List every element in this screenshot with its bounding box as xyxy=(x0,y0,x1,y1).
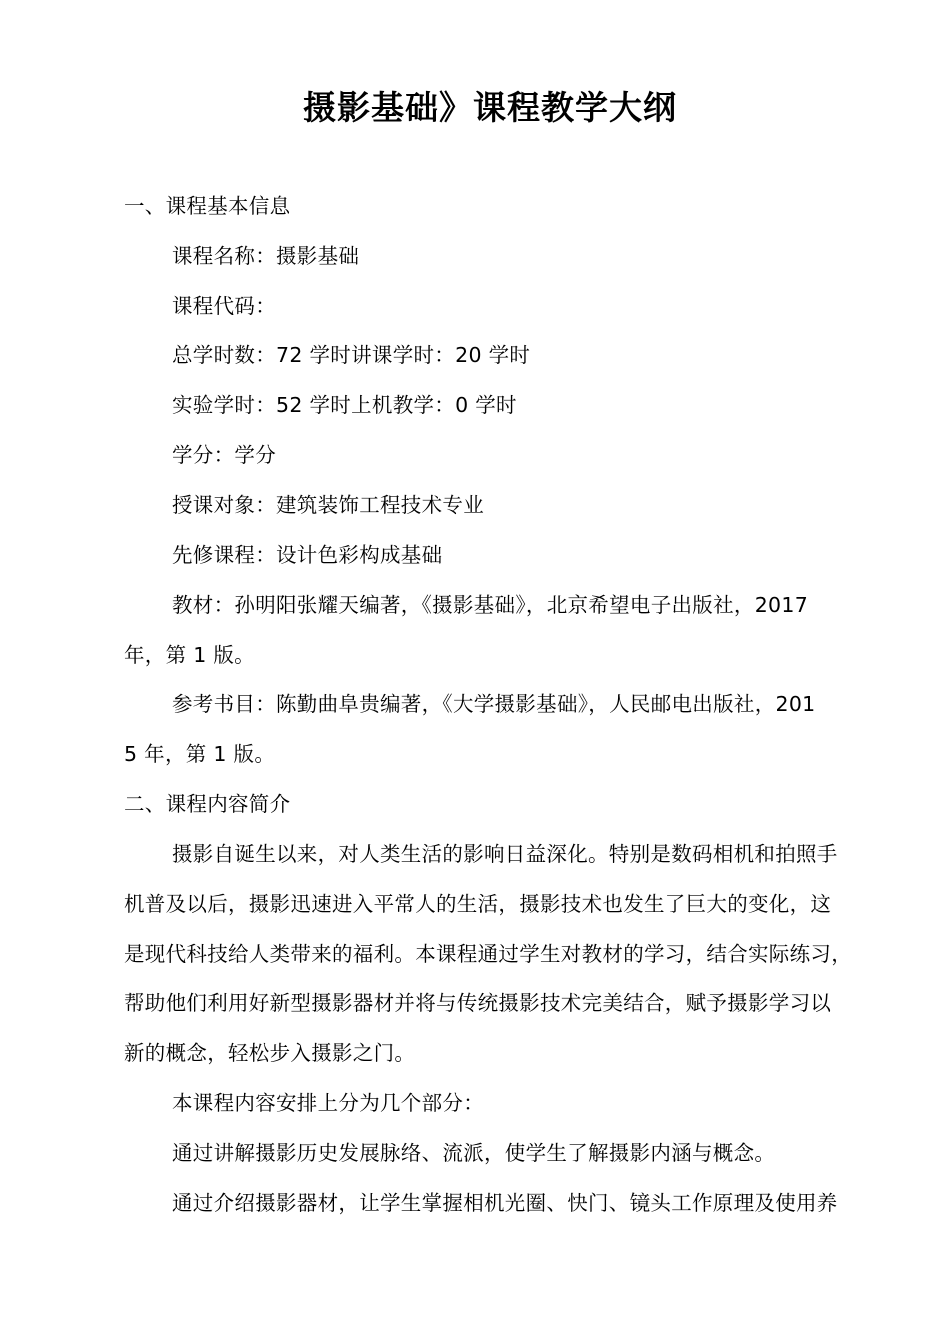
section-1-heading: 一、课程基本信息 xyxy=(124,194,291,218)
section-2-heading: 二、课程内容简介 xyxy=(124,792,291,816)
course-name: 课程名称：摄影基础 xyxy=(172,244,360,268)
intro-paragraph-line: 摄影自诞生以来，对人类生活的影响日益深化。特别是数码相机和拍照手 xyxy=(172,842,838,866)
document-title: 摄影基础》课程教学大纲 xyxy=(303,88,677,127)
course-code: 课程代码： xyxy=(172,294,276,318)
intro-paragraph-line: 是现代科技给人类带来的福利。本课程通过学生对教材的学习，结合实际练习， xyxy=(124,942,852,966)
total-hours: 总学时数：72 学时讲课学时：20 学时 xyxy=(172,343,531,367)
reference-line-2: 5 年，第 1 版。 xyxy=(124,742,276,766)
prerequisite: 先修课程：设计色彩构成基础 xyxy=(172,543,443,567)
intro-paragraph-line: 新的概念，轻松步入摄影之门。 xyxy=(124,1041,416,1065)
lab-hours: 实验学时：52 学时上机教学：0 学时 xyxy=(172,393,517,417)
reference-line-1: 参考书目：陈勤曲阜贵编著，《大学摄影基础》，人民邮电出版社，201 xyxy=(172,692,816,716)
textbook-line-2: 年，第 1 版。 xyxy=(124,643,255,667)
content-parts-intro: 本课程内容安排上分为几个部分： xyxy=(172,1091,484,1115)
textbook-line-1: 教材：孙明阳张耀天编著，《摄影基础》，北京希望电子出版社，2017 xyxy=(172,593,809,617)
credits: 学分：学分 xyxy=(172,443,276,467)
intro-paragraph-line: 帮助他们利用好新型摄影器材并将与传统摄影技术完美结合，赋予摄影学习以 xyxy=(124,991,832,1015)
content-part-history: 通过讲解摄影历史发展脉络、流派，使学生了解摄影内涵与概念。 xyxy=(172,1141,776,1165)
audience: 授课对象：建筑装饰工程技术专业 xyxy=(172,493,484,517)
intro-paragraph-line: 机普及以后，摄影迅速进入平常人的生活，摄影技术也发生了巨大的变化，这 xyxy=(124,892,832,916)
content-part-equipment: 通过介绍摄影器材，让学生掌握相机光圈、快门、镜头工作原理及使用养 xyxy=(172,1191,838,1215)
